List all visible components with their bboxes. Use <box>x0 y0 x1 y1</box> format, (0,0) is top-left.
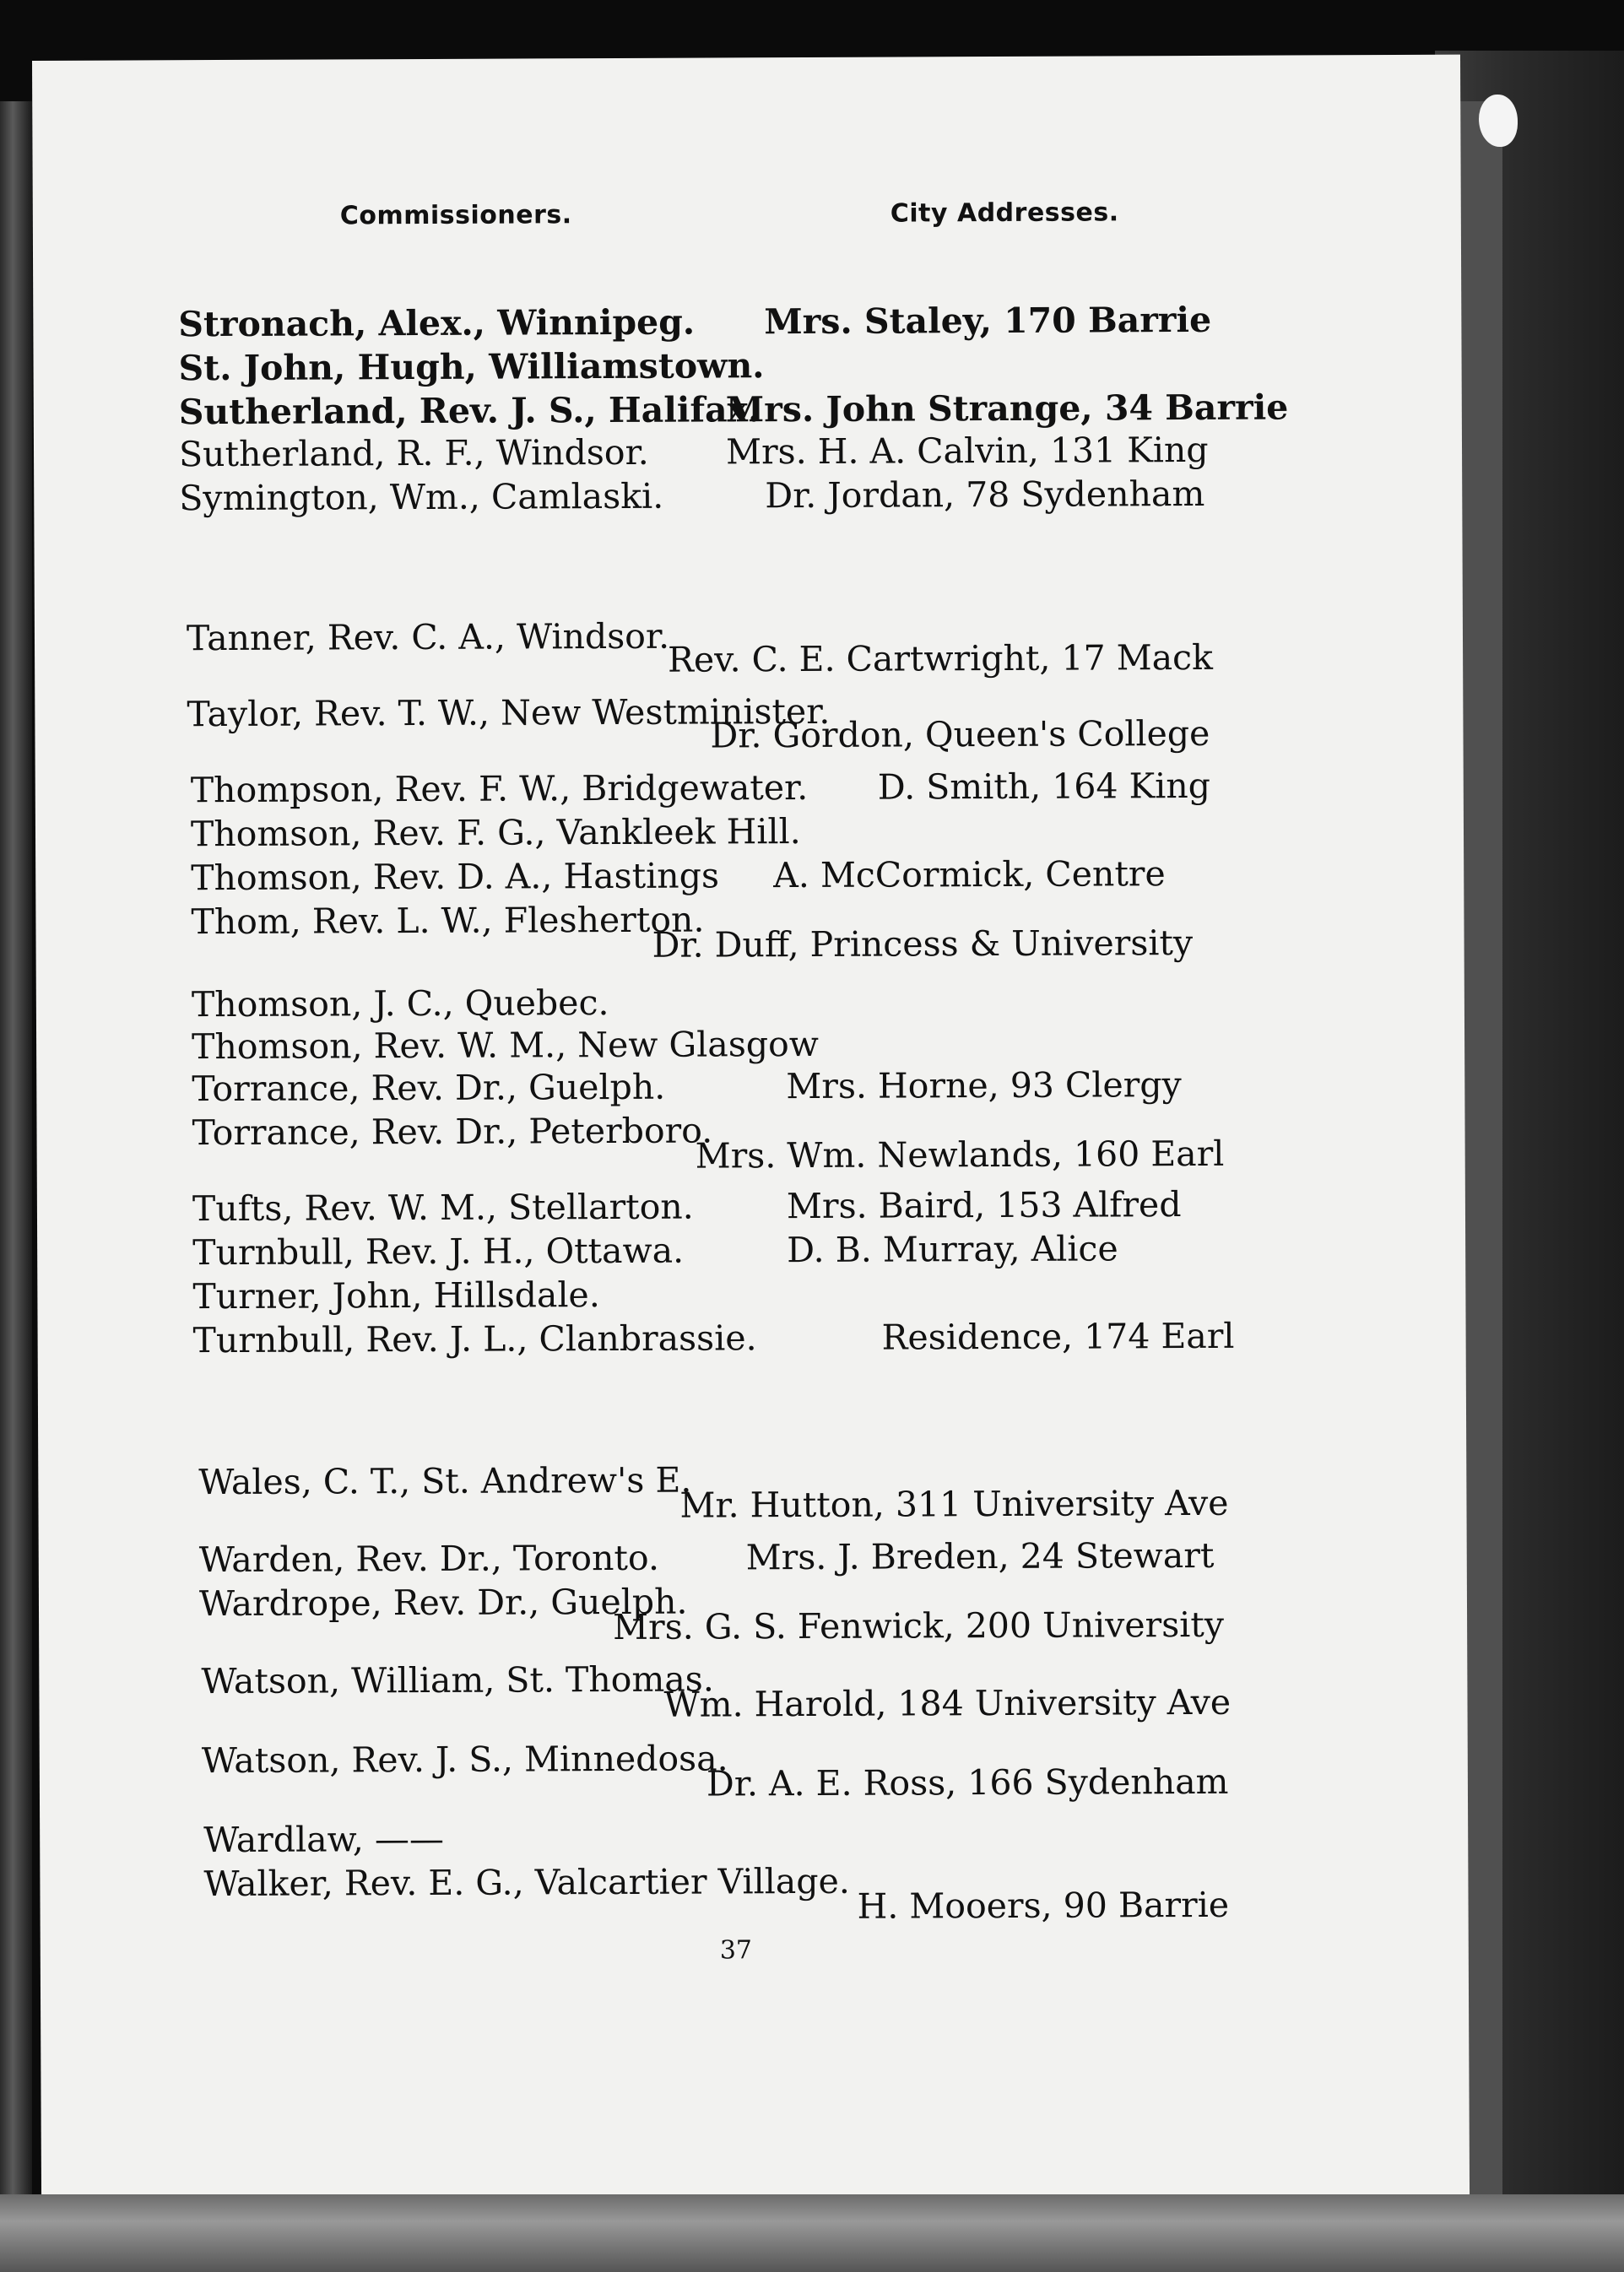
city-address: Mrs. Horne, 93 Clergy <box>786 1064 1182 1107</box>
addresses-column-header: City Addresses. <box>890 197 1119 229</box>
city-address: Mrs. John Strange, 34 Barrie <box>725 387 1289 430</box>
commissioner-name: Warden, Rev. Dr., Toronto. <box>198 1537 660 1581</box>
directory-entry <box>37 1182 1465 1231</box>
book-page <box>32 55 1470 2221</box>
directory-entry <box>38 1314 1466 1362</box>
commissioner-name: St. John, Hugh, Williamstown. <box>178 345 765 389</box>
directory-entry <box>39 1577 1467 1648</box>
directory-entry <box>37 1270 1465 1318</box>
commissioners-column-header: Commissioners. <box>339 200 572 231</box>
directory-entry <box>40 1858 1468 1927</box>
commissioner-name: Thomson, Rev. W. M., New Glasgow <box>191 1023 819 1068</box>
commissioner-name: Wardrope, Rev. Dr., Guelph. <box>198 1581 688 1625</box>
directory-entry <box>36 1020 1464 1068</box>
city-address: H. Mooers, 90 Barrie <box>857 1884 1230 1927</box>
commissioner-name: Tanner, Rev. C. A., Windsor. <box>186 615 670 659</box>
directory-entry <box>34 428 1462 476</box>
city-address: Mrs. G. S. Fenwick, 200 University <box>613 1604 1225 1648</box>
page-content <box>32 55 1470 2221</box>
commissioner-name: Watson, Rev. J. S., Minnedosa. <box>201 1738 728 1782</box>
directory-entry <box>35 688 1463 756</box>
city-address: Rev. C. E. Cartwright, 17 Mack <box>667 636 1213 680</box>
city-address: Mrs. H. A. Calvin, 131 King <box>725 429 1209 473</box>
directory-entry <box>35 895 1464 966</box>
commissioner-name: Sutherland, Rev. J. S., Halifax. <box>178 389 761 433</box>
directory-entry <box>33 342 1461 390</box>
directory-entry <box>40 1814 1468 1862</box>
commissioner-name: Taylor, Rev. T. W., New Westminister. <box>187 690 831 735</box>
city-address: A. McCormick, Centre <box>773 853 1166 896</box>
scan-bottom-edge <box>0 2194 1624 2272</box>
commissioner-name: Torrance, Rev. Dr., Peterboro. <box>192 1110 713 1154</box>
directory-entry <box>34 386 1462 434</box>
directory-entry <box>36 978 1464 1026</box>
commissioner-name: Thom, Rev. L. W., Flesherton. <box>191 899 705 943</box>
directory-entry <box>39 1655 1467 1725</box>
city-address: Mrs. Staley, 170 Barrie <box>764 299 1212 343</box>
commissioner-name: Turnbull, Rev. J. L., Clanbrassie. <box>192 1317 757 1361</box>
commissioner-name: Torrance, Rev. Dr., Guelph. <box>192 1066 666 1110</box>
commissioner-name: Sutherland, R. F., Windsor. <box>178 431 649 475</box>
directory-entry <box>37 1226 1465 1274</box>
commissioner-name: Thomson, Rev. F. G., Vankleek Hill. <box>190 811 801 855</box>
city-address: D. B. Murray, Alice <box>787 1228 1118 1271</box>
directory-entry <box>36 1106 1464 1177</box>
directory-entry <box>35 764 1464 812</box>
commissioner-name: Thompson, Rev. F. W., Bridgewater. <box>190 766 809 811</box>
city-address: Mrs. J. Breden, 24 Stewart <box>745 1534 1215 1578</box>
commissioner-name: Walker, Rev. E. G., Valcartier Village. <box>203 1860 850 1905</box>
commissioner-name: Stronach, Alex., Winnipeg. <box>178 301 696 345</box>
city-address: D. Smith, 164 King <box>877 765 1211 808</box>
directory-entry <box>35 612 1463 680</box>
directory-entry <box>34 472 1462 520</box>
paper-tear-mark <box>1479 95 1518 147</box>
commissioner-name: Watson, William, St. Thomas. <box>201 1658 714 1702</box>
city-address: Dr. Jordan, 78 Sydenham <box>765 473 1205 517</box>
directory-entry <box>40 1734 1468 1804</box>
directory-entry <box>38 1456 1466 1526</box>
city-address: Dr. Duff, Princess & University <box>652 922 1194 966</box>
commissioner-name: Turner, John, Hillsdale. <box>192 1274 600 1317</box>
directory-entry <box>33 298 1461 346</box>
commissioner-name: Wales, C. T., St. Andrew's E. <box>198 1459 692 1503</box>
directory-entry <box>35 808 1464 856</box>
city-address: Residence, 174 Earl <box>881 1315 1235 1358</box>
city-address: Wm. Harold, 184 University Ave <box>663 1681 1232 1725</box>
city-address: Dr. A. E. Ross, 166 Sydenham <box>706 1761 1229 1804</box>
commissioner-name: Turnbull, Rev. J. H., Ottawa. <box>192 1230 685 1274</box>
commissioner-name: Thomson, J. C., Quebec. <box>191 982 609 1025</box>
page-number: 37 <box>719 1935 753 1966</box>
commissioner-name: Symington, Wm., Camlaski. <box>179 475 664 519</box>
directory-entry <box>39 1534 1467 1582</box>
commissioner-name: Wardlaw, —— <box>203 1818 445 1861</box>
city-address: Mrs. Baird, 153 Alfred <box>786 1184 1182 1227</box>
commissioner-name: Tufts, Rev. W. M., Stellarton. <box>192 1186 694 1230</box>
city-address: Dr. Gordon, Queen's College <box>710 712 1210 756</box>
city-address: Mr. Hutton, 311 University Ave <box>679 1482 1229 1526</box>
commissioner-name: Thomson, Rev. D. A., Hastings <box>191 855 720 899</box>
directory-entry <box>35 852 1464 900</box>
directory-entry <box>36 1063 1464 1111</box>
facing-page-edge <box>0 101 32 2262</box>
city-address: Mrs. Wm. Newlands, 160 Earl <box>695 1133 1225 1177</box>
